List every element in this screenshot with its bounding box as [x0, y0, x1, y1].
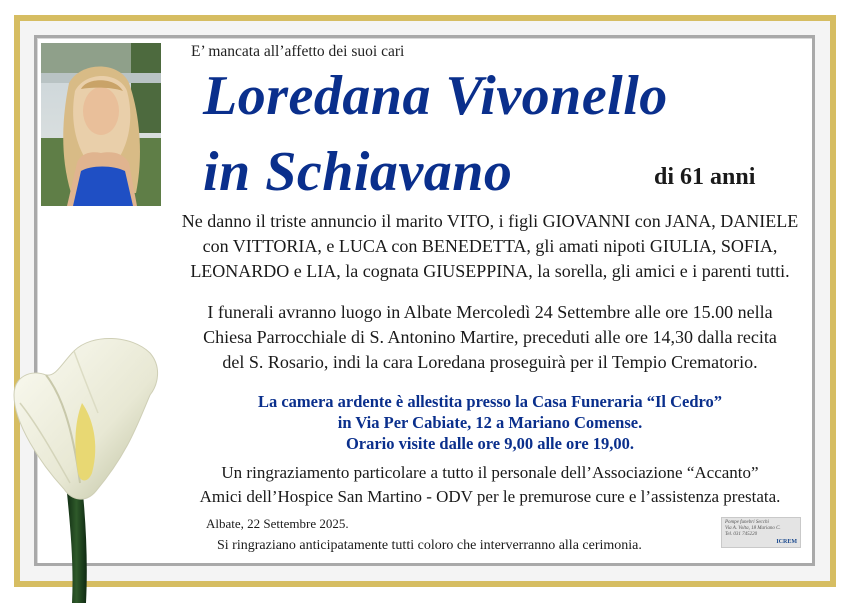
- text-line: Ne danno il triste annuncio il marito VITO, i figli GIOVANNI con JANA, DANIELE: [181, 211, 799, 231]
- intro-text: E’ mancata all’affetto dei suoi cari: [191, 43, 405, 60]
- text-line: con VITTORIA, e LUCA con BENEDETTA, gli amati nipoti GIULIA, SOFIA,: [202, 236, 778, 256]
- age-text: di 61 anni: [654, 164, 756, 190]
- thanks-paragraph: [170, 461, 810, 509]
- text-line: LEONARDO e LIA, la cognata GIUSEPPINA, la sorella, gli amici e i parenti tutti.: [190, 261, 790, 281]
- funeral-paragraph: [170, 300, 810, 375]
- text-line: Chiesa Parrocchiale di S. Antonino Martire, preceduti alle ore 14,30 dalla recita: [203, 327, 777, 347]
- text-line: Orario visite dalle ore 9,00 alle ore 19,00.: [345, 434, 635, 453]
- text-line: I funerali avranno luogo in Albate Mercoledì 24 Settembre alle ore 15.00 nella: [207, 302, 773, 322]
- visitation-paragraph: [170, 391, 810, 454]
- logo-line: Tel. 031 745220: [725, 532, 758, 537]
- closing-text: Si ringraziano anticipatamente tutti coloro che interverranno alla cerimonia.: [217, 538, 642, 553]
- announcement-paragraph: [170, 209, 810, 284]
- text-line: Un ringraziamento particolare a tutto il personale dell’Associazione “Accanto”: [221, 463, 759, 482]
- deceased-name-line1: Loredana Vivonello: [203, 65, 668, 127]
- logo-line: Pompe funebri Secchi: [725, 520, 769, 525]
- date-text: Albate, 22 Settembre 2025.: [206, 516, 349, 531]
- text-line: del S. Rosario, indi la cara Loredana proseguirà per il Tempio Crematorio.: [222, 352, 758, 372]
- text-line: Amici dell’Hospice San Martino - ODV per le premurose cure e l’assistenza prestata.: [199, 487, 781, 506]
- portrait-photo: [41, 43, 161, 206]
- funeral-home-logo: [721, 517, 801, 548]
- text-line: La camera ardente è allestita presso la Casa Funeraria “Il Cedro”: [257, 392, 723, 411]
- calla-lily-icon: [0, 333, 170, 603]
- logo-brand: ICREM: [776, 539, 797, 545]
- text-line: in Via Per Cabiate, 12 a Mariano Comense.: [337, 413, 643, 432]
- logo-line: Via A. Volta, 18 Mariano C.: [725, 526, 781, 531]
- deceased-name-line2: in Schiavano: [203, 141, 513, 203]
